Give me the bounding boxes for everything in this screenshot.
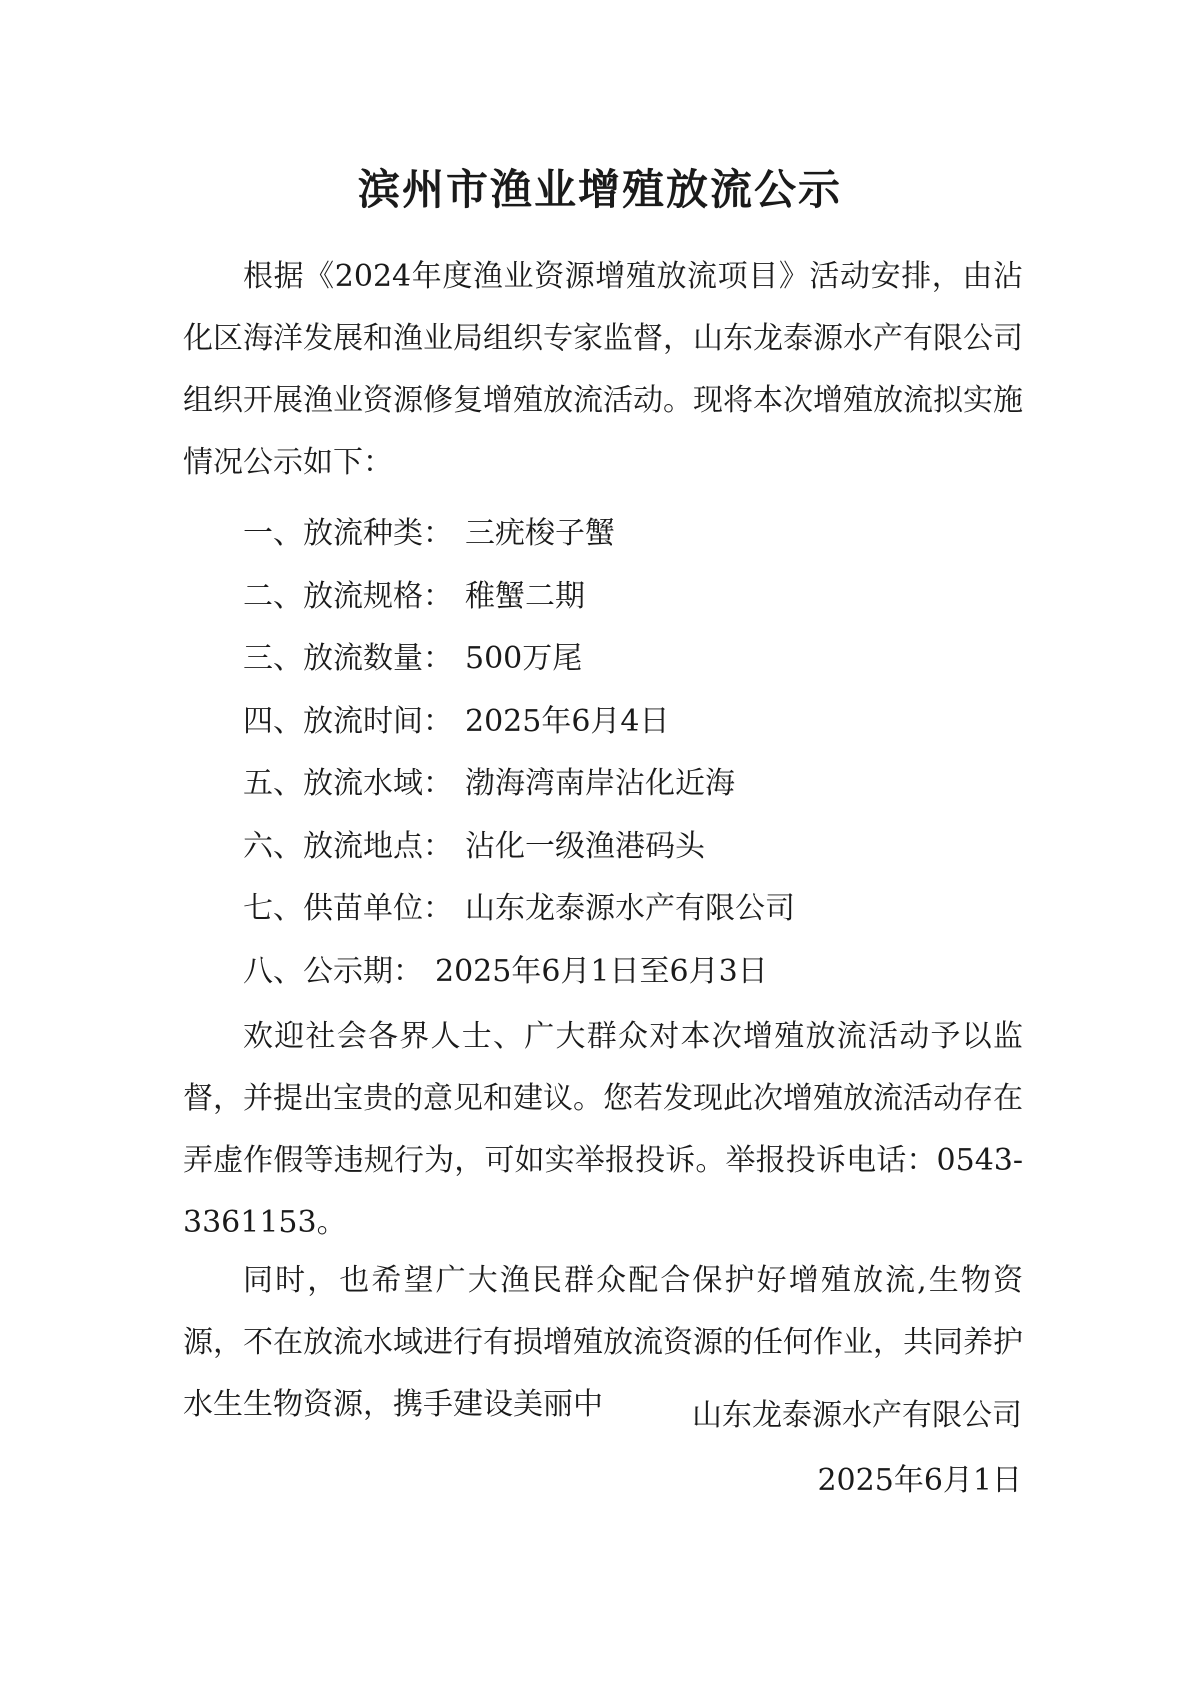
item-value: 沾化一级渔港码头: [465, 828, 705, 864]
item-label: 一、放流种类：: [243, 516, 453, 551]
item-value: 2025年6月1日至6月3日: [435, 953, 768, 989]
list-item: [243, 691, 1023, 754]
item-value: 500万尾: [465, 641, 583, 676]
intro-paragraph: [183, 246, 1023, 494]
item-value: 三疣梭子蟹: [465, 516, 615, 551]
list-item: [243, 503, 1023, 566]
list-item: [243, 566, 1023, 629]
signature-organization: 山东龙泰源水产有限公司: [692, 1398, 1022, 1433]
supervision-paragraph: [183, 1006, 1023, 1254]
list-item: [243, 878, 1023, 941]
list-item: [243, 816, 1023, 879]
intro-text: 根据《2024年度渔业资源增殖放流项目》活动安排，由沾化区海洋发展和渔业局组织专家监督，山东龙泰源水产有限公司组织开展渔业资源修复增殖放流活动。现将本次增殖放流拟实施情况公示如下：: [183, 259, 1023, 480]
item-label: 八、公示期：: [243, 953, 423, 989]
supervision-text: 欢迎社会各界人士、广大群众对本次增殖放流活动予以监督，并提出宝贵的意见和建议。您若发现此次增殖放流活动存在弄虚作假等违规行为，可如实举报投诉。举报投诉电话：0543-3361153。: [183, 1019, 1023, 1240]
item-value: 稚蟹二期: [465, 578, 585, 614]
item-label: 四、放流时间：: [243, 703, 453, 739]
protection-text: 同时，也希望广大渔民群众配合保护好增殖放流,生物资源，不在放流水域进行有损增殖放流资源的任何作业，共同养护水生生物资源，携手建设美丽中: [183, 1263, 1023, 1422]
list-item: [243, 753, 1023, 816]
item-label: 六、放流地点：: [243, 828, 453, 864]
notice-items-list: [243, 503, 1023, 1003]
item-value: 2025年6月4日: [465, 703, 670, 739]
signature-date: 2025年6月1日: [817, 1463, 1022, 1498]
item-label: 二、放流规格：: [243, 578, 453, 614]
item-label: 三、放流数量：: [243, 641, 453, 676]
item-label: 七、供苗单位：: [243, 891, 453, 926]
list-item: [243, 941, 1023, 1004]
page-title: 滨州市渔业增殖放流公示: [357, 165, 842, 214]
item-label: 五、放流水域：: [243, 766, 453, 801]
item-value: 渤海湾南岸沾化近海: [465, 766, 735, 801]
item-value: 山东龙泰源水产有限公司: [465, 891, 795, 926]
list-item: [243, 628, 1023, 691]
